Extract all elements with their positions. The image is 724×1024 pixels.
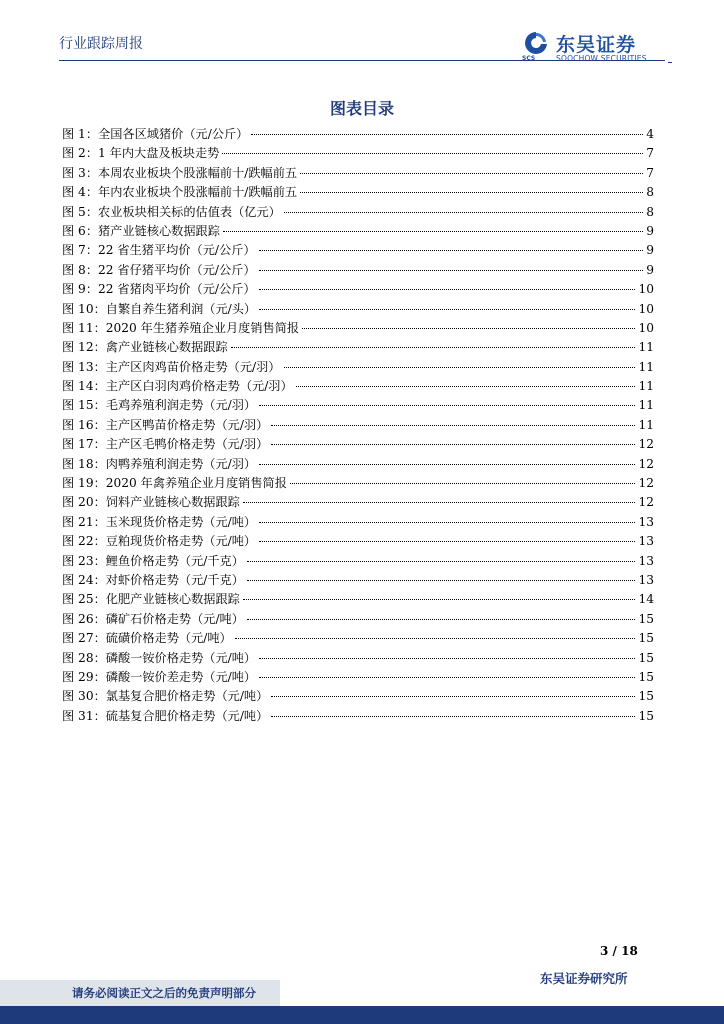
toc-entry[interactable] [62, 493, 654, 512]
toc-entry-page[interactable]: 11 [638, 379, 654, 394]
toc-entry-label[interactable]: 图 27：硫磺价格走势（元/吨） [62, 631, 232, 646]
toc-entry-label[interactable]: 图 25：化肥产业链核心数据跟踪 [62, 592, 240, 607]
toc-entry-page[interactable]: 13 [638, 572, 654, 587]
toc-entry[interactable] [62, 668, 654, 687]
toc-dot-leader [300, 172, 643, 174]
toc-entry-page[interactable]: 11 [638, 359, 654, 374]
toc-dot-leader [259, 657, 635, 659]
toc-entry[interactable] [62, 455, 654, 474]
toc-dot-leader [223, 230, 643, 232]
toc-entry-label[interactable]: 图 22：豆粕现货价格走势（元/吨） [62, 534, 257, 549]
footer-org: 东吴证券研究所 [540, 971, 628, 986]
toc-entry-page[interactable]: 13 [638, 514, 654, 529]
header-divider [59, 60, 665, 61]
toc-entry-page[interactable]: 9 [646, 243, 654, 258]
toc-entry-page[interactable]: 9 [646, 223, 654, 238]
toc-entry[interactable] [62, 435, 654, 454]
toc-dot-leader [290, 482, 636, 484]
toc-entry-page[interactable]: 15 [638, 708, 654, 723]
toc-entry-label[interactable]: 图 1：全国各区域猪价（元/公斤） [62, 127, 249, 141]
toc-entry-label[interactable]: 图 9：22 省猪肉平均价（元/公斤） [62, 282, 256, 297]
toc-entry[interactable] [62, 649, 654, 668]
report-type-label: 行业跟踪周报 [59, 36, 143, 52]
toc-entry[interactable] [62, 474, 654, 493]
toc-entry-page[interactable]: 8 [646, 185, 654, 200]
toc-entry-label[interactable]: 图 30：氯基复合肥价格走势（元/吨） [62, 689, 269, 704]
toc-entry-page[interactable]: 11 [638, 417, 654, 432]
toc-entry-page[interactable]: 11 [638, 340, 654, 355]
toc-entry[interactable] [62, 571, 654, 590]
toc-dot-leader [259, 404, 635, 406]
toc-entry-page[interactable]: 12 [638, 437, 654, 452]
toc-entry-label[interactable]: 图 7：22 省生猪平均价（元/公斤） [62, 243, 256, 258]
toc-entry[interactable] [62, 300, 654, 319]
toc-dot-leader [271, 443, 635, 445]
brand-abbr: SCS [522, 55, 536, 62]
toc-dot-leader [259, 308, 635, 310]
toc-entry-label[interactable]: 图 28：磷酸一铵价格走势（元/吨） [62, 650, 257, 665]
toc-entry[interactable] [62, 125, 654, 144]
toc-entry-label[interactable]: 图 19：2020 年禽养殖企业月度销售简报 [62, 476, 287, 491]
toc-dot-leader [302, 327, 635, 329]
toc-entry-page[interactable]: 15 [638, 689, 654, 704]
toc-entry[interactable] [62, 629, 654, 648]
toc-entry[interactable] [62, 280, 654, 299]
toc-dot-leader [231, 346, 636, 348]
toc-entry[interactable] [62, 610, 654, 629]
toc-entry-label[interactable]: 图 5：农业板块相关标的估值表（亿元） [62, 204, 281, 219]
figure-toc-list [62, 125, 654, 726]
toc-dot-leader [243, 501, 636, 503]
toc-dot-leader [300, 191, 643, 193]
toc-dot-leader [259, 463, 635, 465]
toc-dot-leader [247, 618, 636, 620]
toc-entry[interactable] [62, 261, 654, 280]
brand-name-en: SOOCHOW SECURITIES [556, 54, 647, 63]
brand-name-cn: 东吴证券 [556, 34, 637, 56]
toc-entry[interactable] [62, 396, 654, 415]
toc-entry-label[interactable]: 图 15：毛鸡养殖利润走势（元/羽） [62, 398, 257, 413]
toc-entry[interactable] [62, 358, 654, 377]
toc-entry-page[interactable]: 13 [638, 534, 654, 549]
toc-dot-leader [247, 560, 636, 562]
toc-entry-label[interactable]: 图 2：1 年内大盘及板块走势 [62, 146, 220, 161]
toc-entry[interactable] [62, 319, 654, 338]
toc-entry-label[interactable]: 图 10：自繁自养生猪利润（元/头） [62, 301, 257, 316]
toc-entry-page[interactable]: 11 [638, 398, 654, 413]
toc-entry[interactable] [62, 707, 654, 726]
toc-dot-leader [284, 211, 643, 213]
toc-entry-label[interactable]: 图 21：玉米现货价格走势（元/吨） [62, 514, 257, 529]
toc-entry-label[interactable]: 图 24：对虾价格走势（元/千克） [62, 572, 244, 587]
toc-entry[interactable] [62, 513, 654, 532]
toc-entry-label[interactable]: 图 17：主产区毛鸭价格走势（元/羽） [62, 437, 269, 452]
toc-entry-label[interactable]: 图 3：本周农业板块个股涨幅前十/跌幅前五 [62, 165, 298, 180]
toc-entry[interactable] [62, 532, 654, 551]
toc-entry-page[interactable]: 15 [638, 669, 654, 684]
header-mark [668, 62, 672, 63]
toc-dot-leader [222, 152, 643, 154]
toc-entry-page[interactable]: 7 [646, 165, 654, 180]
toc-entry-page[interactable]: 4 [646, 127, 654, 141]
toc-dot-leader [243, 598, 636, 600]
toc-dot-leader [271, 715, 635, 717]
toc-entry[interactable] [62, 164, 654, 183]
toc-entry[interactable] [62, 590, 654, 609]
toc-dot-leader [251, 133, 643, 135]
toc-entry[interactable] [62, 203, 654, 222]
toc-entry-page[interactable]: 7 [646, 146, 654, 161]
toc-entry-page[interactable]: 10 [638, 301, 654, 316]
toc-entry-label[interactable]: 图 16：主产区鸭苗价格走势（元/羽） [62, 417, 269, 432]
toc-entry[interactable] [62, 377, 654, 396]
toc-entry-page[interactable]: 12 [638, 476, 654, 491]
toc-entry-page[interactable]: 14 [638, 592, 654, 607]
toc-entry-label[interactable]: 图 13：主产区肉鸡苗价格走势（元/羽） [62, 359, 281, 374]
toc-entry-label[interactable]: 图 26：磷矿石价格走势（元/吨） [62, 611, 244, 626]
toc-dot-leader [259, 288, 636, 290]
toc-entry-label[interactable]: 图 12：禽产业链核心数据跟踪 [62, 340, 228, 355]
toc-entry-label[interactable]: 图 29：磷酸一铵价差走势（元/吨） [62, 669, 257, 684]
toc-entry-label[interactable]: 图 14：主产区白羽肉鸡价格走势（元/羽） [62, 379, 293, 394]
toc-dot-leader [235, 637, 636, 639]
toc-entry-page[interactable]: 10 [638, 282, 654, 297]
toc-entry-label[interactable]: 图 31：硫基复合肥价格走势（元/吨） [62, 708, 269, 723]
toc-entry[interactable] [62, 687, 654, 706]
toc-dot-leader [247, 579, 636, 581]
toc-dot-leader [259, 249, 644, 251]
toc-entry[interactable] [62, 183, 654, 202]
toc-dot-leader [271, 424, 635, 426]
toc-dot-leader [259, 269, 644, 271]
toc-dot-leader [259, 521, 635, 523]
toc-entry-page[interactable]: 12 [638, 495, 654, 510]
toc-entry-page[interactable]: 15 [638, 631, 654, 646]
toc-entry-label[interactable]: 图 23：鲤鱼价格走势（元/千克） [62, 553, 244, 568]
page-indicator: 3 / 18 [600, 944, 638, 958]
toc-entry[interactable] [62, 416, 654, 435]
toc-entry-label[interactable]: 图 18：肉鸭养殖利润走势（元/羽） [62, 456, 257, 471]
toc-entry-label[interactable]: 图 11：2020 年生猪养殖企业月度销售简报 [62, 320, 300, 335]
toc-entry[interactable] [62, 144, 654, 163]
toc-title: 图表目录 [329, 99, 394, 118]
toc-entry-label[interactable]: 图 8：22 省仔猪平均价（元/公斤） [62, 262, 256, 277]
toc-dot-leader [271, 695, 635, 697]
toc-dot-leader [296, 385, 636, 387]
toc-entry[interactable] [62, 552, 654, 571]
toc-entry-page[interactable]: 13 [638, 553, 654, 568]
toc-entry-page[interactable]: 15 [638, 611, 654, 626]
toc-entry-label[interactable]: 图 4：年内农业板块个股涨幅前十/跌幅前五 [62, 185, 298, 200]
toc-entry-page[interactable]: 12 [638, 456, 654, 471]
footer-bar [0, 1006, 724, 1024]
toc-entry[interactable] [62, 241, 654, 260]
toc-dot-leader [284, 366, 636, 368]
toc-entry[interactable] [62, 222, 654, 241]
toc-entry-page[interactable]: 10 [638, 320, 654, 335]
toc-entry[interactable] [62, 338, 654, 357]
toc-entry-page[interactable]: 15 [638, 650, 654, 665]
toc-entry-label[interactable]: 图 20：饲料产业链核心数据跟踪 [62, 495, 240, 510]
toc-entry-page[interactable]: 8 [646, 204, 654, 219]
toc-entry-label[interactable]: 图 6：猪产业链核心数据跟踪 [62, 223, 220, 238]
toc-dot-leader [259, 540, 635, 542]
toc-dot-leader [259, 676, 635, 678]
disclaimer-link[interactable]: 请务必阅读正文之后的免责声明部分 [72, 986, 256, 1000]
toc-entry-page[interactable]: 9 [646, 262, 654, 277]
